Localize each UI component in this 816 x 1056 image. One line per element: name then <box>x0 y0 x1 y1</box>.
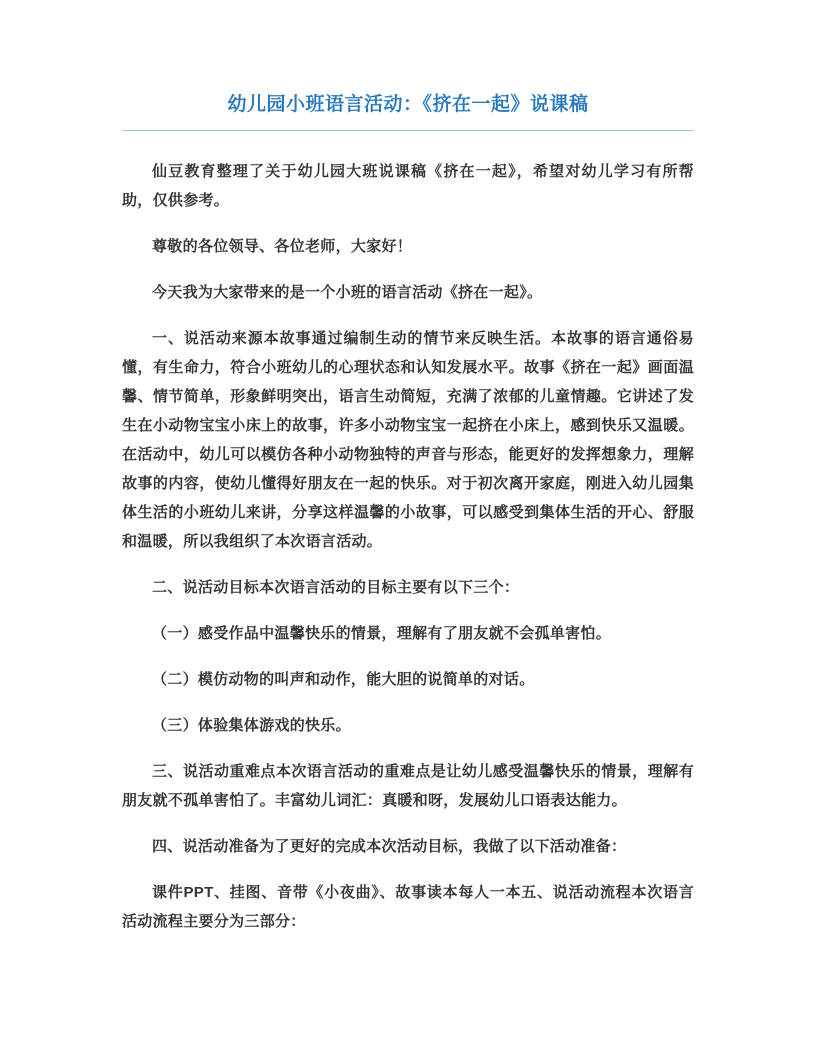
document-body <box>122 157 694 936</box>
paragraph-section-2: 二、说活动目标本次语言活动的目标主要有以下三个： <box>152 579 520 596</box>
page-title: 幼儿园小班语言活动：《挤在一起》说课稿 <box>227 94 589 115</box>
paragraph-section-3: 三、说活动重难点本次语言活动的重难点是让幼儿感受温馨快乐的情景，理解有朋友就不孤单害怕了。丰富幼儿词汇：真暖和呀，发展幼儿口语表达能力。 <box>122 763 694 809</box>
paragraph-goal-3: （三）体验集体游戏的快乐。 <box>152 717 351 734</box>
paragraph-greeting: 尊敬的各位领导、各位老师，大家好！ <box>152 238 413 255</box>
paragraph-section-4: 四、说活动准备为了更好的完成本次活动目标，我做了以下活动准备： <box>152 838 627 855</box>
paragraph-opening: 今天我为大家带来的是一个小班的语言活动《挤在一起》。 <box>152 284 543 301</box>
paragraph-goal-1: （一）感受作品中温馨快乐的情景，理解有了朋友就不会孤单害怕。 <box>152 625 612 642</box>
paragraph-section-1: 一、说活动来源本故事通过编制生动的情节来反映生活。本故事的语言通俗易懂，有生命力，符合小班幼儿的心理状态和认知发展水平。故事《挤在一起》画面温馨、情节简单，形象鲜明突出，语言生动简短，充满了浓郁的儿童情趣。它讲述了发生在小动物宝宝小床上的故事，许多小动物宝宝一起挤在小床上，感到快乐又温暖。在活动中，幼儿可以模仿各种小动物独特的声音与形态，能更好的发挥想象力，理解故事的内容，使幼儿懂得好朋友在一起的快乐。对于初次离开家庭，刚进入幼儿园集体生活的小班幼儿来讲，分享这样温馨的小故事，可以感受到集体生活的开心、舒服和温暖，所以我组织了本次语言活动。 <box>122 330 694 550</box>
paragraph-goal-2: （二）模仿动物的叫声和动作，能大胆的说简单的对话。 <box>152 671 535 688</box>
paragraph-materials: 课件PPT、挂图、音带《小夜曲》、故事读本每人一本五、说活动流程本次语言活动流程主要分为三部分： <box>122 884 694 930</box>
title-divider <box>122 130 694 131</box>
paragraph-intro: 仙豆教育整理了关于幼儿园大班说课稿《挤在一起》，希望对幼儿学习有所帮助，仅供参考。 <box>122 163 694 209</box>
